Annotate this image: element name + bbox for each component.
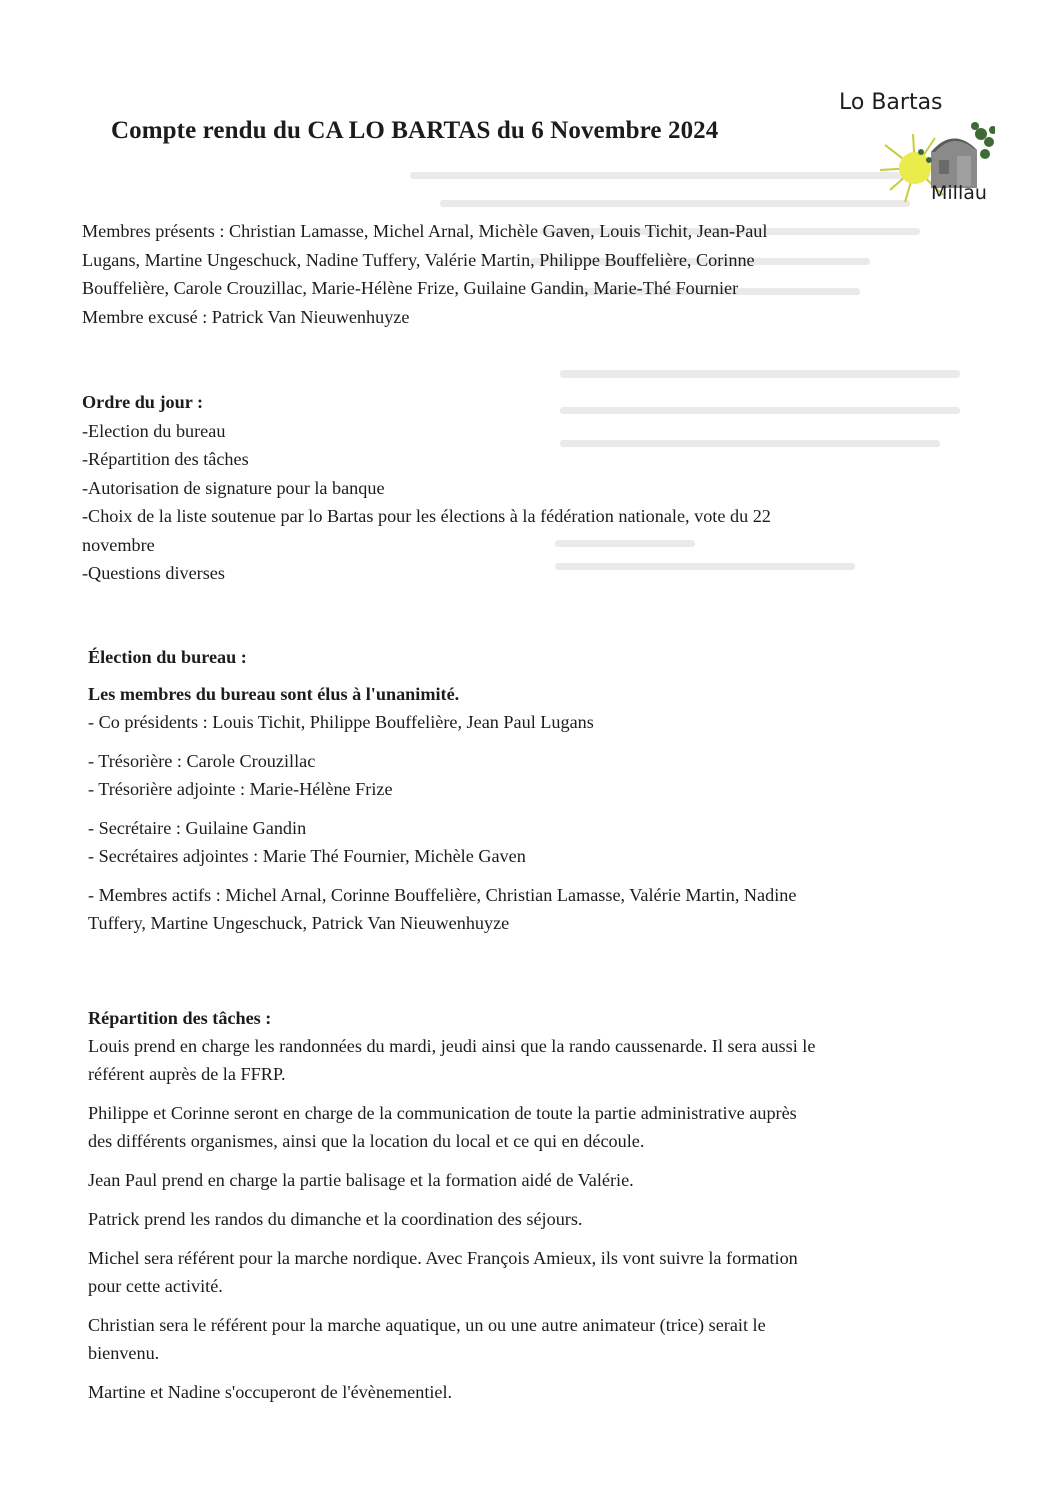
bureau-role-line: - Secrétaire : Guilaine Gandin [88, 818, 307, 838]
agenda-item: -Election du bureau [82, 420, 226, 441]
agenda-section [82, 388, 962, 588]
excused-member-line: Membre excusé : Patrick Van Nieuwenhuyze [82, 306, 410, 327]
task-paragraph-line: Jean Paul prend en charge la partie balisage et la formation aidé de Valérie. [88, 1170, 634, 1190]
tasks-heading: Répartition des tâches : [88, 1008, 272, 1028]
agenda-item: -Répartition des tâches [82, 449, 249, 469]
agenda-item: -Choix de la liste soutenue par lo Bartas pour les élections à la fédération nationale, vote du 22 [82, 506, 771, 526]
task-paragraph-line: Philippe et Corinne seront en charge de la communication de toute la partie administrative auprès [88, 1103, 797, 1123]
present-members-line: Bouffelière, Carole Crouzillac, Marie-Hélène Frize, Guilaine Gandin, Marie-Thé Fournier [82, 278, 739, 298]
logo-title: Lo Bartas [839, 90, 943, 115]
task-paragraph-line: Louis prend en charge les randonnées du mardi, jeudi ainsi que la rando caussenarde. Il sera aussi le [88, 1036, 816, 1056]
task-paragraph-line: pour cette activité. [88, 1276, 223, 1296]
present-members-line: Membres présents : Christian Lamasse, Michel Arnal, Michèle Gaven, Louis Tichit, Jean-Paul [82, 221, 768, 241]
task-paragraph-line: Michel sera référent pour la marche nordique. Avec François Amieux, ils vont suivre la formation [88, 1248, 798, 1268]
agenda-item: novembre [82, 534, 155, 555]
lo-bartas-logo [835, 90, 995, 215]
task-paragraph-line: Martine et Nadine s'occuperont de l'évènementiel. [88, 1382, 453, 1402]
task-paragraph-line: bienvenu. [88, 1343, 160, 1363]
bureau-role-line: - Trésorière adjointe : Marie-Hélène Frize [88, 779, 393, 799]
task-paragraph-line: des différents organismes, ainsi que la location du local et ce qui en découle. [88, 1131, 645, 1151]
bureau-role-line: - Trésorière : Carole Crouzillac [88, 751, 316, 771]
agenda-item: -Autorisation de signature pour la banque [82, 477, 385, 498]
election-heading: Élection du bureau : [88, 647, 247, 667]
bureau-role-line: Tuffery, Martine Ungeschuck, Patrick Van Nieuwenhuyze [88, 913, 510, 933]
attendance-section [82, 217, 962, 331]
tasks-section [88, 1004, 963, 1406]
present-members-line: Lugans, Martine Ungeschuck, Nadine Tuffery, Valérie Martin, Philippe Bouffelière, Corinne [82, 249, 755, 270]
task-paragraph-line: référent auprès de la FFRP. [88, 1064, 286, 1084]
task-paragraph-line: Patrick prend les randos du dimanche et la coordination des séjours. [88, 1209, 583, 1229]
agenda-heading: Ordre du jour : [82, 392, 204, 412]
election-section [88, 643, 963, 937]
page-title: Compte rendu du CA LO BARTAS du 6 Novembre 2024 [111, 117, 719, 144]
agenda-item: -Questions diverses [82, 563, 225, 583]
bureau-role-line: - Co présidents : Louis Tichit, Philippe Bouffelière, Jean Paul Lugans [88, 712, 594, 732]
logo-subtitle: Millau [931, 182, 987, 204]
bureau-role-line: - Membres actifs : Michel Arnal, Corinne Bouffelière, Christian Lamasse, Valérie Martin, Nadine [88, 885, 797, 905]
election-subheading: Les membres du bureau sont élus à l'unanimité. [88, 684, 460, 704]
task-paragraph-line: Christian sera le référent pour la marche aquatique, un ou une autre animateur (trice) serait le [88, 1315, 766, 1335]
bureau-role-line: - Secrétaires adjointes : Marie Thé Fournier, Michèle Gaven [88, 846, 526, 866]
